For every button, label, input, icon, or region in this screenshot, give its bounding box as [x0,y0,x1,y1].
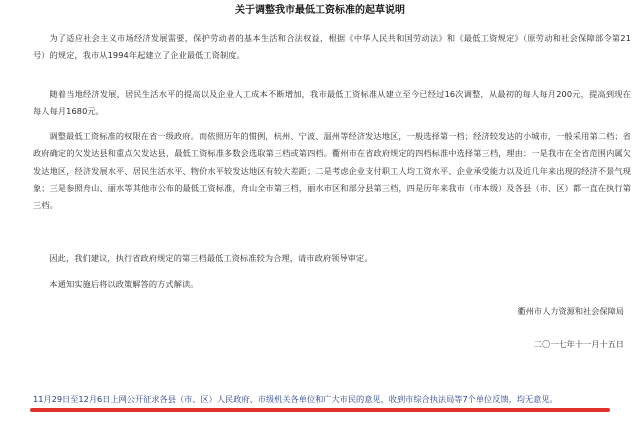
document-title: 关于调整我市最低工资标准的起草说明 [235,5,405,16]
paragraph-2: 随着当地经济发展，居民生活水平的提高以及企业人工成本不断增加，我市最低工资标准从建立至今已经过16次调整，从最初的每人每月200元，提高到现在每人每月1680元。 [33,89,631,117]
issuer-signature: 衢州市人力资源和社会保障局 [517,306,624,316]
paragraph-1: 为了适应社会主义市场经济发展需要，保护劳动者的基本生活和合法权益，根据《中华人民共和国劳动法》和《最低工资规定》（原劳动和社会保障部令第21号）的规定，我市从1994年起建立了企业最低工资制度。 [33,33,631,61]
red-highlight-underline [30,408,610,412]
issue-date: 二〇一七年十一月十五日 [533,339,624,349]
paragraph-4: 因此，我们建议，执行省政府规定的第三档最低工资标准较为合理，请市政府领导审定。 [49,253,373,263]
paragraph-5: 本通知实施后将以政策解答的方式解读。 [49,279,199,289]
public-comment-notice: 11月29日至12月6日上网公开征求各县（市、区）人民政府、市级机关各单位和广大市民的意见，收到市综合执法局等7个单位反馈，均无意见。 [33,394,558,404]
paragraph-3: 调整最低工资标准的权限在省一级政府。而依照历年的惯例，杭州、宁波、温州等经济发达地区，一般选择第一档；经济较发达的小城市，一般采用第二档；省政府确定的欠发达县和重点欠发达县，最低工资标准多数会选取第三档或第四档。衢州市在省政府规定的四档标准中选择第三档，理由：一是我市在全省范围内属欠发达地区，经济发展水平、居民生活水平、物价水平较发达地区有较大差距；二是考虑企业支付职工人均工资水平、企业承受能力以及近几年来出现的经济不景气现象；三是参照舟山、丽水等其他市公布的最低工资标准，舟山全市第三档，丽水市区和部分县第三档，四是历年来我市（市本级）及各县（市、区）都一直在执行第三档。 [33,131,631,211]
